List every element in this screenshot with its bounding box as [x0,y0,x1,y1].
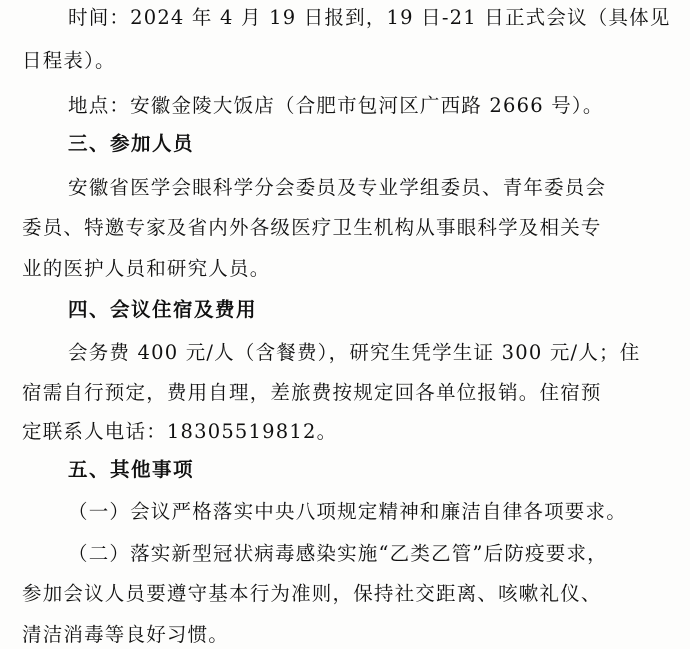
section-4-title: 四、会议住宿及费用 [68,298,258,321]
section-5-item-2-line-1: （二）落实新型冠状病毒感染实施“乙类乙管”后防疫要求， [68,542,608,565]
section-4-line-2: 宿需自行预定，费用自理，差旅费按规定回各单位报销。住宿预 [22,381,602,404]
time-line-2: 日程表）。 [22,49,116,72]
time-line-1: 时间：2024 年 4 月 19 日报到，19 日-21 日正式会议（具体见 [68,6,671,29]
section-3-line-3: 业的医护人员和研究人员。 [22,257,271,280]
section-5-item-2-line-2: 参加会议人员要遵守基本行为准则，保持社交距离、咳嗽礼仪、 [22,582,602,605]
section-3-line-2: 委员、特邀专家及省内外各级医疗卫生机构从事眼科学及相关专 [22,216,602,239]
section-4-line-3: 定联系人电话：18305519812。 [22,420,338,443]
section-5-item-2-line-3: 清洁消毒等良好习惯。 [22,623,230,646]
section-5-item-1: （一）会议严格落实中央八项规定精神和廉洁自律各项要求。 [68,500,627,523]
place-line: 地点：安徽金陵大饭店（合肥市包河区广西路 2666 号）。 [68,94,604,117]
section-5-title: 五、其他事项 [68,458,195,481]
section-3-title: 三、参加人员 [68,132,195,155]
section-4-line-1: 会务费 400 元/人（含餐费），研究生凭学生证 300 元/人；住 [68,341,641,364]
section-3-line-1: 安徽省医学会眼科学分会委员及专业学组委员、青年委员会 [68,176,607,199]
